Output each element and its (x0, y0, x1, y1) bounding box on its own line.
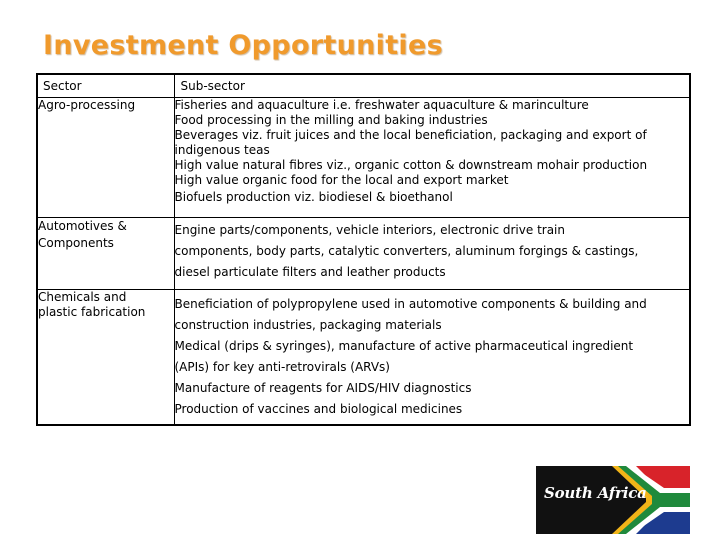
sub-sector-line: indigenous teas (174, 143, 270, 157)
sector-label: Components (38, 236, 114, 250)
sector-cell (37, 218, 174, 290)
sub-sector-line: High value natural fibres viz., organic cotton & downstream mohair production (174, 158, 648, 172)
sub-sector-line: Manufacture of reagents for AIDS/HIV diagnostics (174, 381, 472, 395)
sub-sector-line: Medical (drips & syringes), manufacture of active pharmaceutical ingredient (174, 339, 634, 353)
sub-sector-line: Food processing in the milling and baking industries (174, 113, 488, 127)
sector-label: Chemicals and (38, 290, 127, 304)
sub-sector-line: Beneficiation of polypropylene used in automotive components & building and (174, 297, 647, 311)
sub-sector-line: High value organic food for the local and export market (174, 173, 509, 187)
investment-table (36, 73, 691, 426)
header-sector: Sector (37, 74, 174, 98)
sector-label: Automotives & (38, 219, 127, 233)
table-row (37, 218, 690, 290)
sub-sector-line: (APIs) for key anti-retrovirals (ARVs) (174, 360, 390, 374)
sub-sector-line: Engine parts/components, vehicle interiors, electronic drive train (174, 223, 565, 237)
sub-sector-cell (174, 290, 690, 426)
sub-sector-line: components, body parts, catalytic converters, aluminum forgings & castings, (174, 244, 639, 258)
sub-sector-cell (174, 98, 690, 218)
sector-label: Agro-processing (38, 98, 136, 112)
table-row (37, 98, 690, 218)
sub-sector-line: Production of vaccines and biological medicines (174, 402, 463, 416)
sector-cell (37, 98, 174, 218)
table-row (37, 290, 690, 426)
sector-label: plastic fabrication (38, 305, 146, 319)
logo-text: South Africa (544, 484, 647, 502)
sub-sector-line: construction industries, packaging materials (174, 318, 442, 332)
south-africa-logo (536, 466, 690, 534)
header-sub-sector: Sub-sector (174, 74, 690, 98)
sub-sector-line: diesel particulate filters and leather products (174, 265, 446, 279)
page-title: Investment Opportunities (43, 30, 443, 61)
sub-sector-line: Biofuels production viz. biodiesel & bioethanol (174, 190, 453, 204)
sub-sector-line: Beverages viz. fruit juices and the local beneficiation, packaging and export of (174, 128, 647, 142)
sector-cell (37, 290, 174, 426)
table-header-row (37, 74, 690, 98)
sub-sector-cell (174, 218, 690, 290)
sub-sector-line: Fisheries and aquaculture i.e. freshwater aquaculture & marinculture (174, 98, 589, 112)
